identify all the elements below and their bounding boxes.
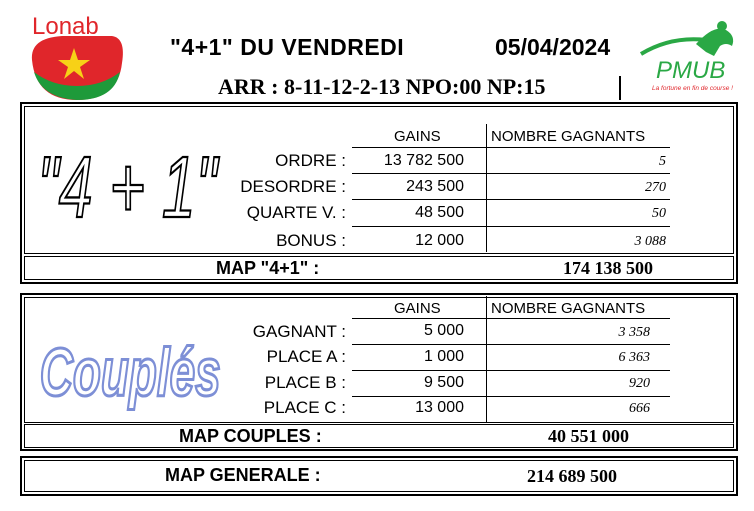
map-41-value: 174 138 500 <box>563 258 653 278</box>
row-gain-ordre: 13 782 500 <box>383 152 464 169</box>
row-gain-place-c: 13 000 <box>415 399 464 416</box>
svg-text:Lonab: Lonab <box>32 13 99 40</box>
lonab-logo <box>22 8 132 108</box>
row-divider <box>352 396 670 397</box>
text-cursor <box>619 76 621 100</box>
map-general-value: 214 689 500 <box>527 466 617 486</box>
map-general-label: MAP GENERALE : <box>165 465 321 485</box>
svg-text:"4 + 1": "4 + 1" <box>37 137 218 236</box>
row-divider <box>352 226 670 227</box>
header-underline <box>352 318 670 319</box>
col-winners-header: NOMBRE GAGNANTS <box>491 300 646 317</box>
map-couples-label: MAP COUPLES : <box>179 426 322 446</box>
row-gain-bonus: 12 000 <box>415 232 464 249</box>
col-gains-header: GAINS <box>394 128 441 145</box>
row-winners-place-b: 920 <box>629 376 650 391</box>
map-couples-value: 40 551 000 <box>548 426 629 446</box>
row-winners-bonus: 3 088 <box>634 234 666 249</box>
row-divider <box>352 370 670 371</box>
row-winners-quarte: 50 <box>652 206 666 221</box>
col-gains-header: GAINS <box>394 300 441 317</box>
svg-text:La fortune en fin de course !: La fortune en fin de course ! <box>652 85 733 92</box>
row-gain-quarte: 48 500 <box>415 204 464 221</box>
row-divider <box>352 199 670 200</box>
row-label-place-b: PLACE B : <box>264 373 346 392</box>
row-gain-gagnant: 5 000 <box>423 322 464 339</box>
row-divider <box>352 173 670 174</box>
row-winners-gagnant: 3 358 <box>618 325 650 340</box>
col-winners-header: NOMBRE GAGNANTS <box>491 128 646 145</box>
row-label-bonus: BONUS : <box>276 231 346 250</box>
row-label-quarte: QUARTE V. : <box>246 203 346 222</box>
row-gain-desordre: 243 500 <box>406 178 464 195</box>
svg-text:PMUB: PMUB <box>656 57 726 84</box>
page-title: "4+1" DU VENDREDI <box>170 34 405 60</box>
pmub-logo <box>636 16 746 96</box>
arrival-line: ARR : 8-11-12-2-13 NPO:00 NP:15 <box>218 74 546 99</box>
header-underline <box>352 147 670 148</box>
race-date: 05/04/2024 <box>495 34 611 60</box>
row-label-ordre: ORDRE : <box>275 151 346 170</box>
row-label-place-a: PLACE A : <box>266 347 346 366</box>
map-41-label: MAP "4+1" : <box>216 258 320 278</box>
column-divider <box>486 124 487 252</box>
row-gain-place-b: 9 500 <box>423 374 464 391</box>
row-winners-ordre: 5 <box>659 154 666 169</box>
row-divider <box>352 344 670 345</box>
row-winners-desordre: 270 <box>645 180 666 195</box>
row-gain-place-a: 1 000 <box>423 348 464 365</box>
row-label-gagnant: GAGNANT : <box>252 322 346 341</box>
row-winners-place-a: 6 363 <box>618 350 650 365</box>
row-label-desordre: DESORDRE : <box>240 177 346 196</box>
row-label-place-c: PLACE C : <box>263 398 346 417</box>
column-divider <box>486 296 487 422</box>
map-general-inner <box>24 460 734 492</box>
svg-text:Couplés: Couplés <box>39 335 221 411</box>
row-winners-place-c: 666 <box>629 401 650 416</box>
